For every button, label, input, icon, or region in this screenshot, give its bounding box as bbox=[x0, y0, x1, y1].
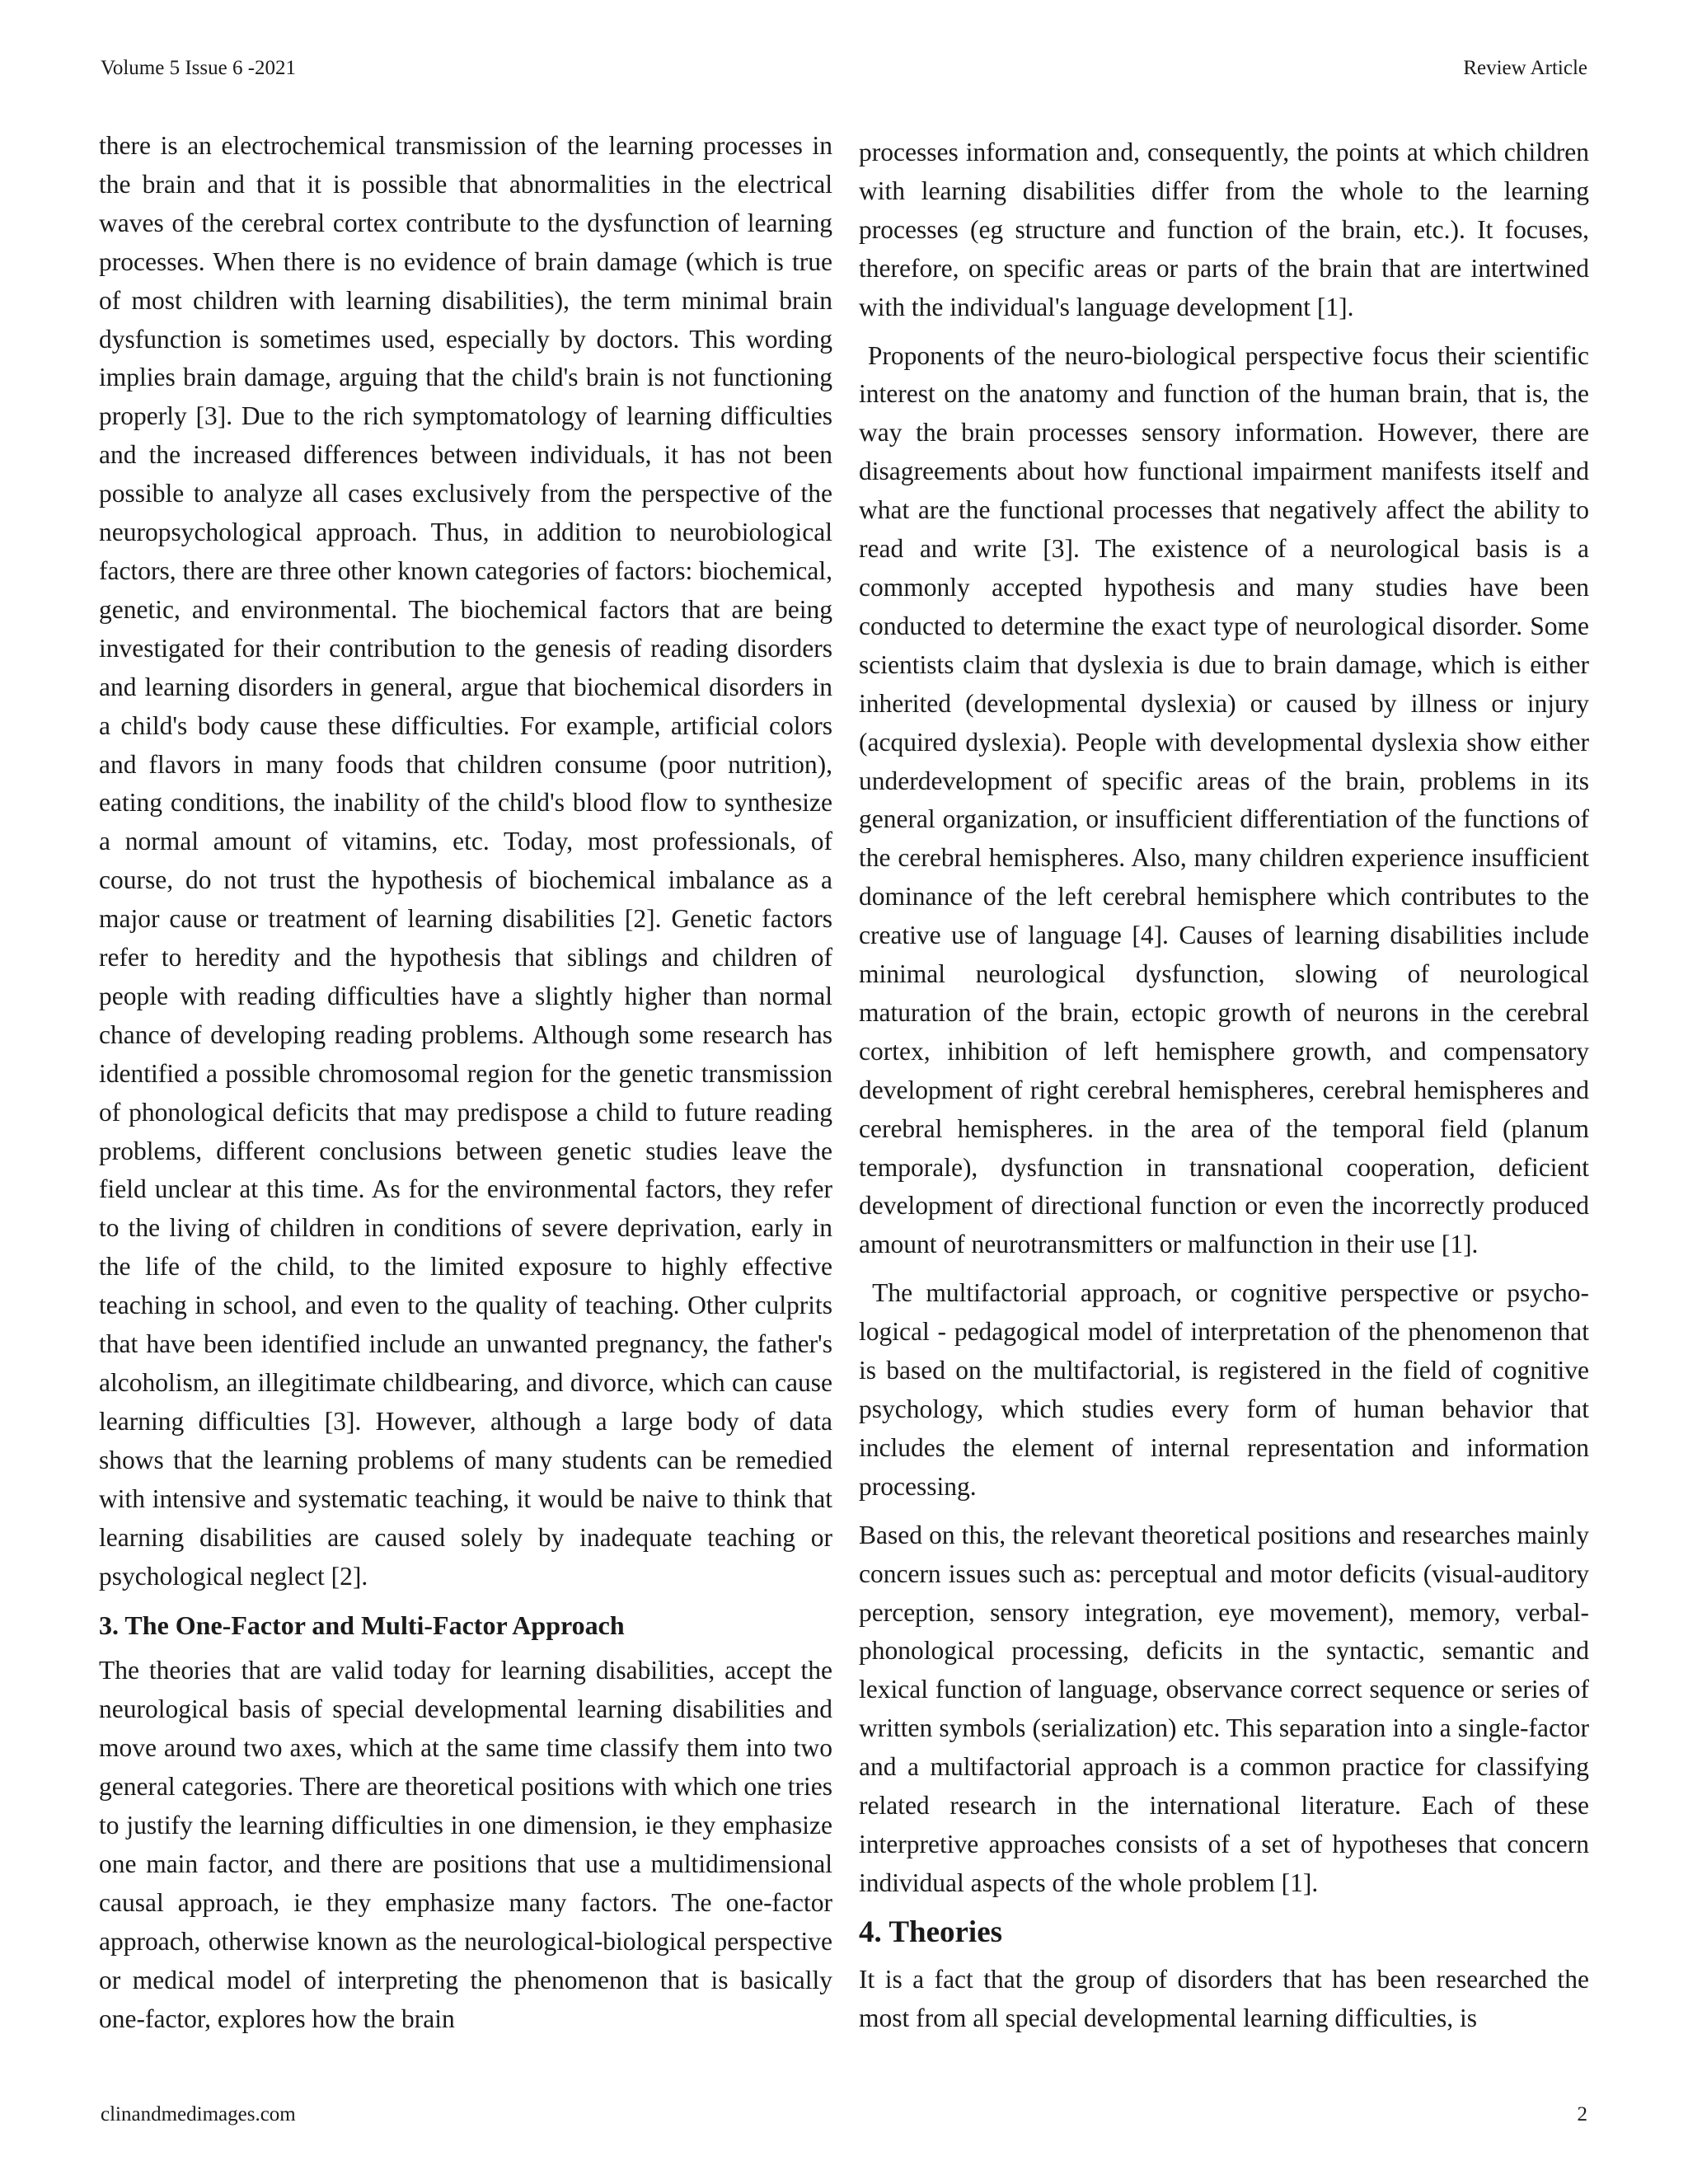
section-heading: 4. Theories bbox=[859, 1915, 1003, 1949]
page-number: 2 bbox=[1577, 2103, 1587, 2125]
paragraph: processes information and, consequently, the points at which children with learning disabilities differ from the whole to the learning processes (eg structure and function of the brain, etc.). It focuses, therefore, on specific areas or parts of the brain that are intertwined with the individual's language development [1]. bbox=[859, 138, 1589, 321]
journal-volume: Volume 5 Issue 6 -2021 bbox=[101, 57, 297, 79]
section-heading: 3. The One-Factor and Multi-Factor Approach bbox=[99, 1610, 625, 1641]
paragraph: It is a fact that the group of disorders that has been researched the most from all special developmental learning difficulties, is bbox=[859, 1964, 1589, 2032]
paragraph: Proponents of the neuro-biological perspective focus their scientific interest on the anatomy and function of the human brain, that is, the way the brain processes sensory information. However, there are disagreements about how functional impairment manifests itself and what are the functional processes that negatively affect the ability to read and write [3]. The existence of a neurological basis is a commonly accepted hypothesis and many studies have been conducted to determine the exact type of neurological disorder. Some scientists claim that dyslexia is due to brain damage, which is either inherited (developmental dyslexia) or caused by illness or injury (acquired dyslexia). People with developmental dyslexia show either underdevelopment of specific areas of the brain, problems in its general organization, or insufficient differentiation of the functions of the cerebral hemispheres. Also, many children experience insufficient dominance of the left cerebral hemisphere which contributes to the creative use of language [4]. Causes of learning disabilities include minimal neurological dysfunction, slowing of neurological maturation of the brain, ectopic growth of neurons in the cerebral cortex, inhibition of left hemisphere growth, and compensatory development of right cerebral hemispheres, cerebral hemispheres and cerebral hemispheres. in the area of the temporal field (planum temporale), dysfunction in transnational cooperation, deficient development of directional function or even the incorrectly produced amount of neurotransmitters or malfunction in their use [1]. bbox=[859, 340, 1589, 1259]
right-column bbox=[859, 127, 1589, 2048]
paragraph: Based on this, the relevant theoretical positions and researches mainly concern issues such as: perceptual and motor deficits (visual-auditory perception, sensory integration, eye movement), memory, verbal-phonological processing, deficits in the syntactic, semantic and lexical function of language, observance correct sequence or series of written symbols (serialization) etc. This separation into a single-factor and a multifactorial approach is a common practice for classifying related research in the international literature. Each of these interpretive approaches consists of a set of hypotheses that concern individual aspects of the whole problem [1]. bbox=[859, 1520, 1589, 1897]
left-column bbox=[99, 127, 832, 2049]
article-type: Review Article bbox=[1463, 57, 1587, 79]
paragraph: The theories that are valid today for learning disabilities, accept the neurological basis of special developmental learning disabilities and move around two axes, which at the same time classify them into two general categories. There are theoretical positions with which one tries to justify the learning difficulties in one dimension, ie they emphasize one main factor, and there are positions that use a multidimensional causal approach, ie they emphasize many factors. The one-factor approach, otherwise known as the neurological-biological perspective or medical model of interpreting the phenomenon that is basically one-factor, explores how the brain bbox=[99, 1656, 832, 2033]
footer-site: clinandmedimages.com bbox=[101, 2103, 296, 2125]
paragraph: there is an electrochemical transmission of the learning processes in the brain and that it is possible that abnormalities in the electrical waves of the cerebral cortex contribute to the dysfunction of learning processes. When there is no evidence of brain damage (which is true of most children with learning disabilities), the term minimal brain dysfunction is sometimes used, especially by doctors. This wording implies brain damage, arguing that the child's brain is not functioning properly [3]. Due to the rich symptomatology of learning difficulties and the increased differences between individuals, it has not been possible to analyze all cases exclusively from the perspective of the neuropsychological approach. Thus, in addition to neurobiological factors, there are three other known categories of factors: biochemical, genetic, and environmental. The biochemical factors that are being investigated for their contribution to the genesis of reading disorders and learning disorders in general, argue that biochemical disorders in a child's body cause these difficulties. For example, artificial colors and flavors in many foods that children consume (poor nutrition), eating conditions, the inability of the child's blood flow to synthesize a normal amount of vitamins, etc. Today, most professionals, of course, do not trust the hypothesis of biochemical imbalance as a major cause or treatment of learning disabilities [2]. Genetic factors refer to heredity and the hypothesis that siblings and children of people with reading difficulties have a slightly higher than normal chance of developing reading problems. Although some research has identified a possible chromosomal region for the genetic transmission of phonological deficits that may predispose a child to future reading problems, different conclusions between genetic studies leave the field unclear at this time. As for the environmental factors, they refer to the living of children in conditions of severe deprivation, early in the life of the child, to the limited exposure to highly effective teaching in school, and even to the quality of teaching. Other culprits that have been identified include an unwanted pregnancy, the father's alcoholism, an illegitimate childbearing, and divorce, which can cause learning difficulties [3]. However, although a large body of data shows that the learning problems of many students can be remedied with intensive and systematic teaching, it would be naive to think that learning disabilities are caused solely by inadequate teaching or psychological neglect [2]. bbox=[99, 131, 832, 1591]
paragraph: The multifactorial approach, or cognitive perspective or psychological - pedagogical model of interpretation of the phenomenon that is based on the multifactorial, is registered in the field of cognitive psychology, which studies every form of human behavior that includes the element of internal representation and information processing. bbox=[859, 1278, 1589, 1501]
